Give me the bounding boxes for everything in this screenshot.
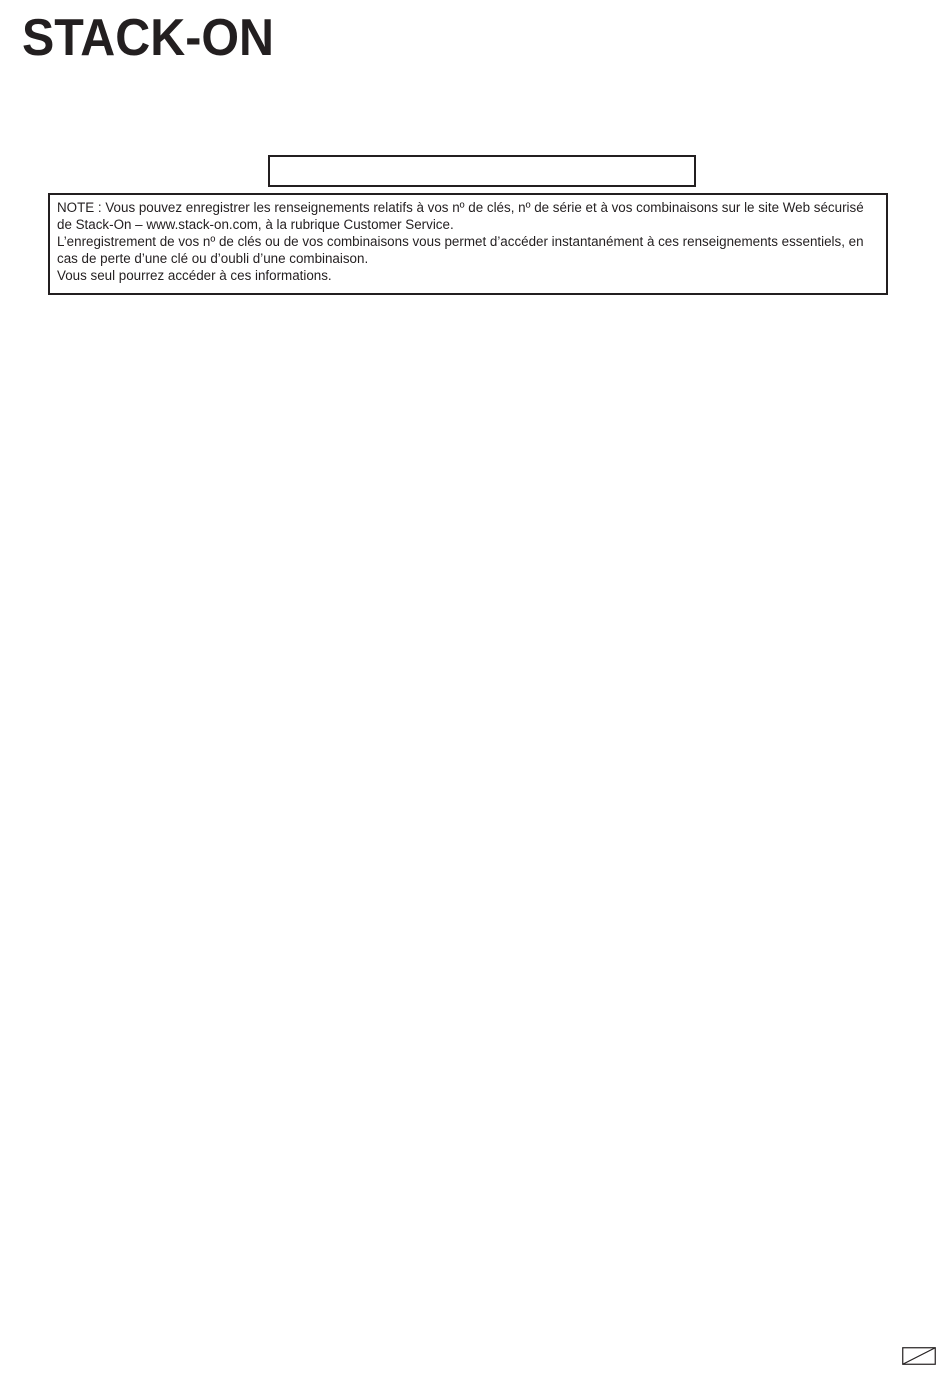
title-box [268, 155, 696, 187]
logo-text: STACK-ON [22, 14, 274, 58]
note-paragraph-2: L’enregistrement de vos nº de clés ou de vos combinaisons vous permet d’accéder instantanément à ces renseignements essentiels, en cas de perte d’une clé ou d’oubli d’une combinaison. [57, 234, 864, 266]
note-paragraph-1: NOTE : Vous pouvez enregistrer les renseignements relatifs à vos nº de clés, nº de série et à vos combinaisons sur le site Web sécurisé de Stack-On – www.stack-on.com, à la rubrique Customer Service. [57, 200, 864, 232]
note-paragraph-3: Vous seul pourrez accéder à ces informations. [57, 268, 332, 283]
page-corner-diagonal-icon [902, 1347, 936, 1365]
stack-on-logo [22, 14, 274, 58]
note-box [48, 193, 888, 295]
